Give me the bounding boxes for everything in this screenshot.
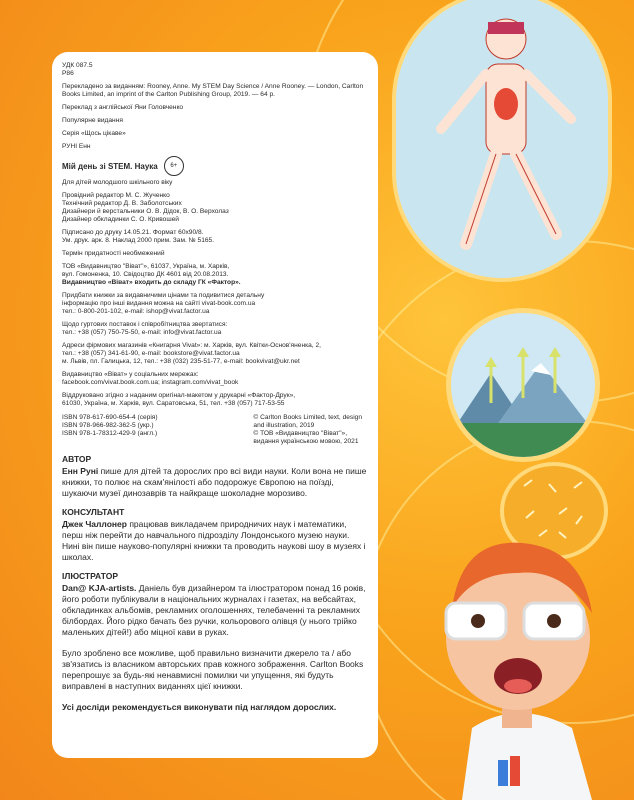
publisher-group: Видавництво «Віват» входить до складу ГК «Фактор». <box>62 279 241 286</box>
copyright-line: © ТОВ «Видавництво "Віват"», <box>253 430 348 437</box>
isbn-line: ISBN 978-966-982-362-5 (укр.) <box>62 422 154 429</box>
social <box>62 371 368 387</box>
section-body: працював викладачем природничих наук і математики, перш ніж перейти до навчального підрозділу Лондонського музею науки. Нині він пише науково-популярні книжки та проводить наукові шоу в музеях і школах. <box>62 519 366 562</box>
cooperation-line: тел.: +38 (057) 750-75-50, e-mail: info@vivat.factor.ua <box>62 329 222 336</box>
audience: Для дітей молодшого шкільного віку <box>62 179 173 186</box>
series: Серія «Щось цікаве» <box>62 130 126 137</box>
editor-line: Технічний редактор Д. В. Заболотських <box>62 200 182 207</box>
printed-by-line: Віддруковано згідно з наданим оригінал-макетом у друкарні «Фактор-Друк», <box>62 392 296 399</box>
buy-info-line: Придбати книжки за видавничими цінами та подивитися детальну <box>62 292 265 299</box>
popular-edition: Популярне видання <box>62 117 123 124</box>
age-rating-badge: 6+ <box>164 156 184 176</box>
stores-line: м. Львів, пл. Галицька, 12, тел.: +38 (032) 235-51-77, e-mail: bookvivat@ukr.net <box>62 358 300 365</box>
stores-line: тел.: +38 (057) 341-61-90, e-mail: bookstore@vivat.factor.ua <box>62 350 240 357</box>
mountains-illustration <box>446 308 600 462</box>
copyright <box>253 414 362 446</box>
stores-line: Адреси фірмових магазинів «Книгарня Vivat»: м. Харків, вул. Квітки-Основ'яненка, 2, <box>62 342 321 349</box>
stores <box>62 342 368 366</box>
author-short: РУНІ Енн <box>62 143 91 150</box>
copyright-line: and illustration, 2019 <box>253 422 315 429</box>
anatomy-illustration <box>392 0 612 282</box>
shelf-life: Термін придатності необмежений <box>62 250 165 257</box>
social-line: Видавництво «Віват» у соціальних мережах: <box>62 371 199 378</box>
isbn-list <box>62 414 158 446</box>
section-heading: КОНСУЛЬТАНТ <box>62 507 125 517</box>
buy-info-line: інформацію про інші видання можна на сайті vivat-book.com.ua <box>62 300 256 307</box>
scientist-boy-illustration <box>402 498 634 800</box>
copyright-line: © Carlton Books Limited, text, design <box>253 414 362 421</box>
copyright-line: видання українською мовою, 2021 <box>253 438 359 445</box>
isbn-copyright-row <box>62 414 368 446</box>
isbn-line: ISBN 978-617-690-654-4 (серія) <box>62 414 158 421</box>
section-consultant <box>62 507 368 563</box>
editor-line: Провідний редактор М. С. Жученко <box>62 192 170 199</box>
publisher-line: ТОВ «Видавництво "Віват"», 61037, Україна, м. Харків, <box>62 263 230 270</box>
section-body: Даніель був дизайнером та ілюстратором понад 16 років, його роботи публікували в національних журналах і газетах, на вебсайтах, обкладинках альбомів, рекламних оголошеннях, телебаченні та рекламних білбордах. Його рідко бачать без ручки, кольорового олівця (у нього трійко маленьких дітей!) або міцної кави в руках. <box>62 583 366 637</box>
person-name: Джек Чаллонер <box>62 519 127 529</box>
section-heading: АВТОР <box>62 454 92 464</box>
editors <box>62 192 368 224</box>
section-text <box>62 519 368 563</box>
isbn-line: ISBN 978-1-78312-429-9 (англ.) <box>62 430 158 437</box>
translated-from: Перекладено за виданням: Rooney, Anne. My STEM Day Science / Anne Rooney. — London, Carlton Books Limited, an imprint of the Carlton Publishing Group, 2019. — 64 p. <box>62 83 364 98</box>
section-text <box>62 583 368 638</box>
buy-info <box>62 292 368 316</box>
section-body: пише для дітей та дорослих про всі види науки. Коли вона не пише книжки, то полює на скам'янілості або подорожує Європою на поїзді, шукаючи музеї динозаврів та найкраще шоколадне морозиво. <box>62 466 367 498</box>
buy-info-line: тел.: 0-800-201-102, e-mail: ishop@vivat.factor.ua <box>62 308 210 315</box>
udk-code: УДК 087.5 <box>62 62 93 69</box>
print-info-line: Підписано до друку 14.05.21. Формат 60х90/8. <box>62 229 204 236</box>
publisher <box>62 263 368 287</box>
section-text <box>62 466 368 499</box>
final-note: Усі досліди рекомендується виконувати під наглядом дорослих. <box>62 702 337 712</box>
book-title: Мій день зі STEM. Наука <box>62 161 158 171</box>
section-heading: ІЛЮСТРАТОР <box>62 571 118 581</box>
section-illustrator <box>62 571 368 638</box>
disclaimer: Було зроблено все можливе, щоб правильно визначити джерело та / або зв'язатись із власником авторських прав кожного зображення. Carlton Books перепрошує за будь-які ненавмисні помилки чи упущення, які будуть виправлені в наступних виданнях цієї книжки. <box>62 648 364 691</box>
bbk-code: Р86 <box>62 70 74 77</box>
print-info-line: Ум. друк. арк. 8. Наклад 2000 прим. Зам. № 5165. <box>62 237 215 244</box>
translator: Переклад з англійської Яни Головченко <box>62 104 184 111</box>
cooperation-line: Щодо гуртових поставок і співробітництва звертатися: <box>62 321 228 328</box>
title-row <box>62 156 368 176</box>
editor-line: Дизайнери й верстальники О. В. Дідок, В. О. Верхолаз <box>62 208 229 215</box>
section-author <box>62 454 368 499</box>
person-name: Енн Руні <box>62 466 99 476</box>
person-name: Dan@ KJA-artists. <box>62 583 137 593</box>
printed-by <box>62 392 368 408</box>
printed-by-line: 61030, Україна, м. Харків, вул. Саратовська, 51, тел. +38 (057) 717-53-55 <box>62 400 285 407</box>
publisher-line: вул. Гомоненка, 10. Свідоцтво ДК 4601 від 20.08.2013. <box>62 271 229 278</box>
cooperation <box>62 321 368 337</box>
imprint-panel <box>52 52 378 758</box>
editor-line: Дизайнер обкладинки С. О. Кривошей <box>62 216 179 223</box>
social-line: facebook.com/vivat.book.com.ua; instagram.com/vivat_book <box>62 379 239 386</box>
print-info <box>62 229 368 245</box>
